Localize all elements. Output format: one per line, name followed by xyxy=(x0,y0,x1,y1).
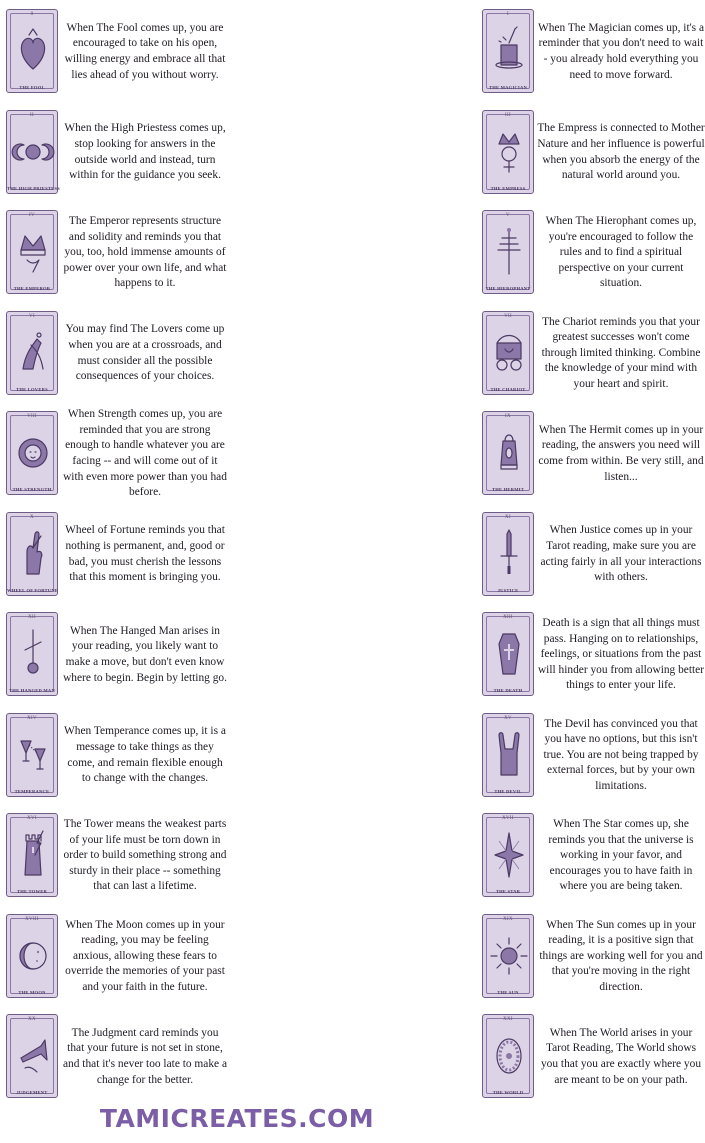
card-name: THE HANGED MAN xyxy=(9,688,55,693)
card-description: When The Fool comes up, you are encouraged to take on his open, willing energy and embrace all that lies ahead of you without worry. xyxy=(64,21,226,81)
tarot-entry xyxy=(237,1005,702,1105)
card-numeral: VIII xyxy=(27,414,37,419)
tarot-entry xyxy=(0,603,237,703)
horns-hand-icon xyxy=(489,727,529,783)
tarot-card-the-high-priestess xyxy=(6,110,58,194)
card-description: The Emperor represents structure and solidity and reminds you that you, too, hold immense amounts of power over your own life, and what happens to it. xyxy=(63,215,227,290)
card-numeral: 0 xyxy=(30,12,34,17)
triple-moon-icon xyxy=(13,124,53,180)
card-description: When The Hermit comes up in your reading, the answers you need will come from within. Be very still, and listen... xyxy=(538,423,704,483)
card-description: Wheel of Fortune reminds you that nothing is permanent, and, good or bad, you must cherish the lessons that this moment is bringing you. xyxy=(65,524,225,584)
card-name: THE EMPEROR xyxy=(13,286,51,291)
tarot-entry xyxy=(0,201,237,301)
card-name: JUDGEMENT xyxy=(16,1090,48,1095)
card-name: THE HERMIT xyxy=(492,487,524,492)
coffin-icon xyxy=(489,626,529,682)
card-name: THE LOVERS xyxy=(16,386,48,392)
card-numeral: IV xyxy=(29,213,35,218)
tarot-entry xyxy=(237,0,704,100)
tarot-card-the-devil xyxy=(482,713,534,797)
tarot-card-the-magician xyxy=(482,9,534,93)
tarot-card-the-strength xyxy=(6,411,58,495)
card-numeral: XIV xyxy=(27,715,37,721)
card-numeral: XX xyxy=(28,1017,36,1022)
tarot-entry xyxy=(0,101,237,201)
card-name: THE TOWER xyxy=(16,889,48,894)
tarot-card-the-empress xyxy=(482,110,534,194)
tarot-entry xyxy=(237,804,694,904)
tarot-entry xyxy=(0,402,237,502)
tarot-entry xyxy=(237,905,703,1005)
tarot-card-the-hanged-man xyxy=(6,612,58,696)
card-description: When Justice comes up in your Tarot reading, make sure you are acting fairly in all your interactions with others. xyxy=(540,524,702,584)
card-name: THE HIGH PRIESTESS xyxy=(7,185,60,191)
card-description: The Chariot reminds you that your greatest successes won't come through limited thinking. Combine the knowledge of your mind with your heart and spirit. xyxy=(541,315,701,390)
tarot-entry xyxy=(0,302,237,402)
tarot-entry xyxy=(0,704,237,804)
crossed-fingers-icon xyxy=(13,526,53,582)
card-name: THE DEVIL xyxy=(494,788,522,794)
hanging-figure-icon xyxy=(13,626,53,682)
tarot-card-the-star xyxy=(482,813,534,897)
card-numeral: XV xyxy=(504,715,512,721)
card-numeral: XVII xyxy=(502,816,514,821)
card-numeral: VII xyxy=(504,313,512,319)
site-brand[interactable]: TAMICREATES.COM xyxy=(99,1104,375,1133)
card-name: THE EMPRESS xyxy=(490,185,526,191)
card-numeral: XII xyxy=(28,615,36,620)
card-name: THE MOON xyxy=(18,989,46,995)
card-description: Death is a sign that all things must pass. Hanging on to relationships, feelings, or situations from the past will hinder you from allowing better things to enter your life. xyxy=(537,617,705,692)
card-name: THE HIEROPHANT xyxy=(485,286,531,291)
tarot-entry xyxy=(237,402,704,502)
papal-cross-icon xyxy=(489,224,529,280)
card-numeral: XVIII xyxy=(25,916,39,922)
tarot-card-the-death xyxy=(482,612,534,696)
card-name: THE FOOL xyxy=(19,85,45,90)
tarot-card-the-world xyxy=(482,1014,534,1098)
card-name: THE WORLD xyxy=(492,1090,524,1095)
tarot-entry xyxy=(237,704,699,804)
trumpet-icon xyxy=(13,1028,53,1084)
chariot-icon xyxy=(489,325,529,381)
tarot-entry xyxy=(0,0,237,100)
wreath-icon xyxy=(489,1028,529,1084)
tarot-card-justice xyxy=(482,512,534,596)
card-description: The Judgment card reminds you that your future is not set in stone, and that it's never too late to make a change for the better. xyxy=(63,1026,227,1086)
card-name: TEMPERANCE xyxy=(14,788,50,794)
tarot-entry xyxy=(237,503,702,603)
lion-icon xyxy=(13,425,53,481)
tarot-entry xyxy=(237,201,697,301)
star-icon xyxy=(489,827,529,883)
tarot-card-the-lovers xyxy=(6,311,58,395)
card-name: THE CHARIOT xyxy=(490,386,526,392)
tarot-entry xyxy=(237,603,705,703)
card-description: You may find The Lovers come up when you are at a crossroads, and must consider all the possible consequences of your choices. xyxy=(65,323,225,383)
tarot-card-the-tower xyxy=(6,813,58,897)
lantern-icon xyxy=(489,425,529,481)
tower-icon xyxy=(13,827,53,883)
tarot-entry xyxy=(0,503,237,603)
card-numeral: V xyxy=(506,213,510,218)
card-description: When The Hierophant comes up, you're encouraged to follow the rules and to find a spiritual perspective on your current situation. xyxy=(545,215,697,290)
tarot-card-the-hermit xyxy=(482,411,534,495)
card-description: When The Star comes up, she reminds you that the universe is working in your favor, and encourages you to have faith in where you are being taken. xyxy=(548,818,694,893)
card-description: When The Hanged Man arises in your reading, you likely want to make a move, but don't even know where to begin. Begin by letting go. xyxy=(63,624,227,684)
card-numeral: XIII xyxy=(503,615,513,620)
tarot-card-judgement xyxy=(6,1014,58,1098)
card-description: When The Moon comes up in your reading, you may be feeling anxious, allowing these fears to override the memories of your past and your faith in the future. xyxy=(65,918,225,993)
card-description: When Strength comes up, you are reminded that you are strong enough to handle whatever you are facing -- and will come out of it with even more power than you had before. xyxy=(63,408,227,499)
card-description: When Temperance comes up, it is a message to take things as they come, and remain flexible enough to change with the changes. xyxy=(64,725,226,785)
top-hat-icon xyxy=(489,23,529,79)
tarot-card-the-sun xyxy=(482,914,534,998)
card-name: WHEEL OF FORTUNE xyxy=(7,587,59,593)
card-numeral: X xyxy=(30,514,34,520)
card-description: When the High Priestess comes up, stop looking for answers in the outside world and instead, turn within for the guidance you seek. xyxy=(64,122,226,182)
card-name: THE MAGICIAN xyxy=(488,85,527,90)
card-numeral: XI xyxy=(505,514,511,520)
sun-icon xyxy=(489,928,529,984)
card-description: When The World arises in your Tarot Reading, The World shows you that you are exactly where you are meant to be on your path. xyxy=(540,1026,702,1086)
moon-icon xyxy=(13,928,53,984)
heart-icon xyxy=(13,23,53,79)
card-name: JUSTICE xyxy=(497,587,519,593)
tarot-card-the-fool xyxy=(6,9,58,93)
card-name: THE DEATH xyxy=(493,688,523,693)
tarot-entry xyxy=(237,302,701,402)
card-numeral: II xyxy=(30,112,34,118)
crown-icon xyxy=(13,224,53,280)
card-description: The Empress is connected to Mother Nature and her influence is powerful when you absorb the energy of the natural world around you. xyxy=(537,122,705,182)
tarot-entry xyxy=(0,804,237,904)
crown-venus-icon xyxy=(489,124,529,180)
sword-icon xyxy=(489,526,529,582)
card-description: The Tower means the weakest parts of your life must be torn down in order to build something strong and sturdy in their place -- something that can last a lifetime. xyxy=(63,818,227,893)
hands-icon xyxy=(13,325,53,381)
card-numeral: III xyxy=(505,112,511,118)
goblets-icon xyxy=(13,727,53,783)
card-description: When The Magician comes up, it's a reminder that you don't need to wait - you already hold everything you need to move forward. xyxy=(537,21,704,81)
card-name: THE STAR xyxy=(495,889,521,894)
card-numeral: XXI xyxy=(503,1017,513,1022)
card-numeral: XIX xyxy=(503,916,513,922)
card-numeral: VI xyxy=(29,313,35,319)
card-name: THE SUN xyxy=(497,989,519,995)
tarot-card-the-hierophant xyxy=(482,210,534,294)
card-description: When The Sun comes up in your reading, it is a positive sign that things are working well for you and that you're moving in the right direction. xyxy=(539,918,703,993)
tarot-entry xyxy=(0,1005,237,1105)
tarot-entry xyxy=(0,905,237,1005)
card-name: THE STRENGTH xyxy=(12,487,52,492)
card-numeral: IX xyxy=(505,414,511,419)
tarot-card-the-chariot xyxy=(482,311,534,395)
card-description: The Devil has convinced you that you have no options, but this isn't true. You are not being trapped by external forces, but by your own limitations. xyxy=(543,717,699,792)
card-numeral: XVI xyxy=(27,816,37,821)
tarot-card-the-emperor xyxy=(6,210,58,294)
tarot-card-temperance xyxy=(6,713,58,797)
tarot-card-wheel-of-fortune xyxy=(6,512,58,596)
tarot-card-the-moon xyxy=(6,914,58,998)
tarot-entry xyxy=(237,101,705,201)
card-numeral: I xyxy=(507,12,509,17)
